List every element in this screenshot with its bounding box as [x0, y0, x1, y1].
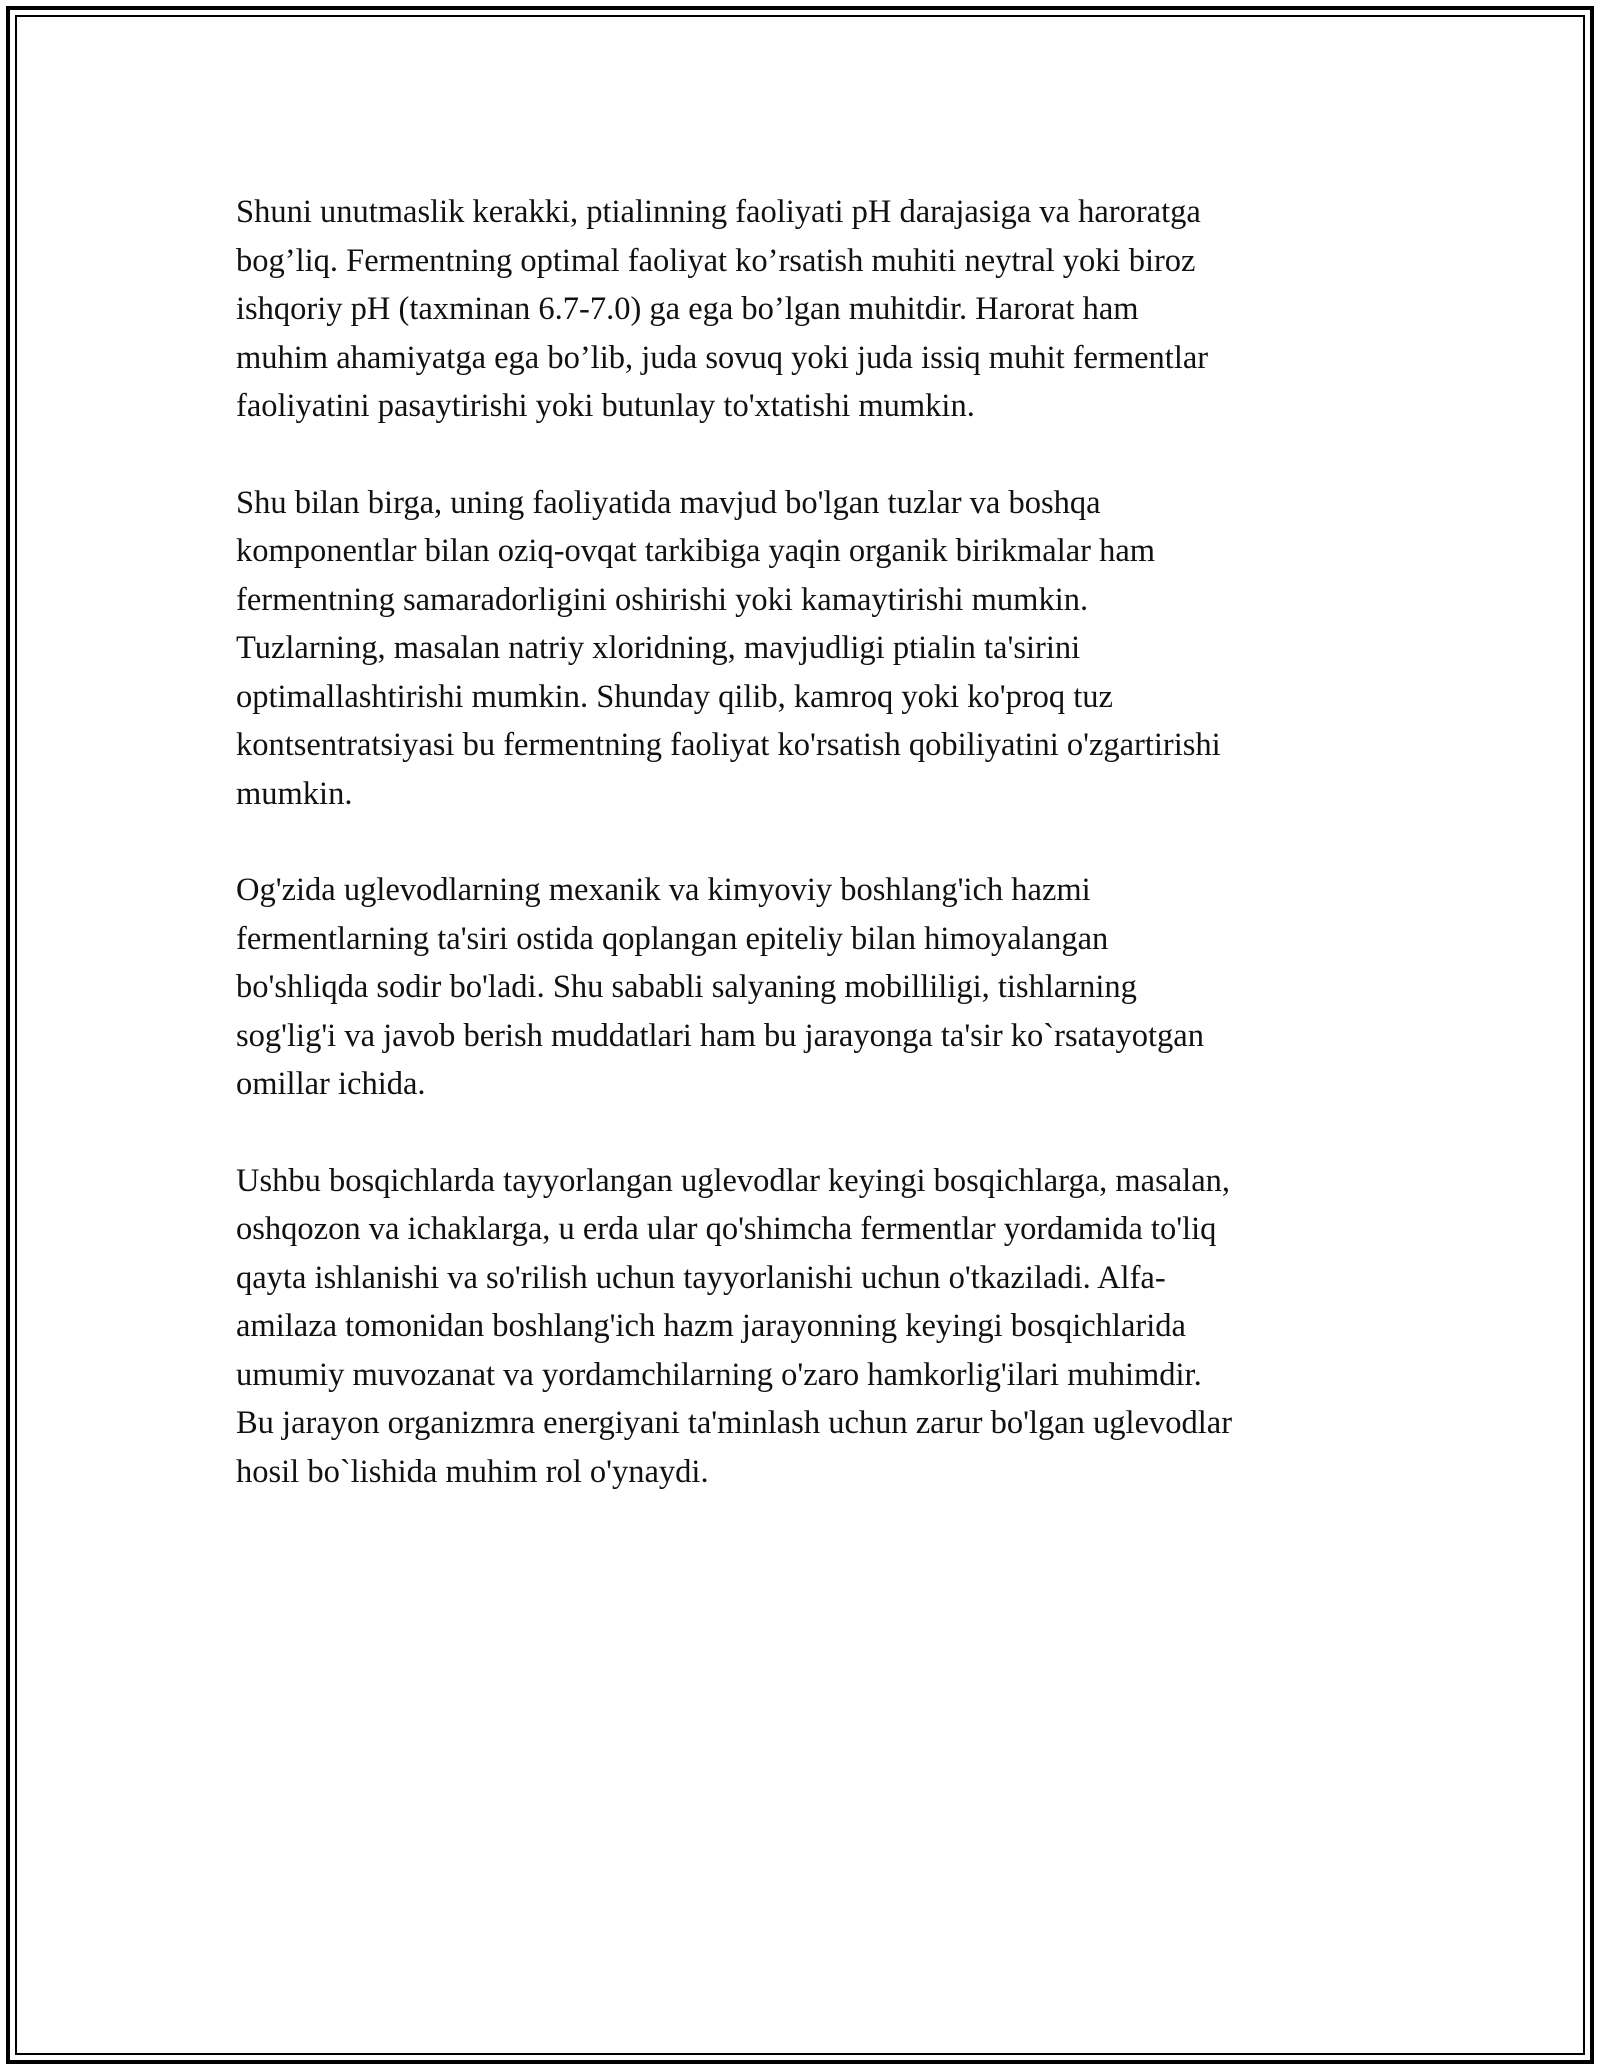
text-line: kontsentratsiyasi bu fermentning faoliyat ko'rsatish qobiliyatini o'zgartirishi	[236, 727, 1221, 763]
text-line: optimallashtirishi mumkin. Shunday qilib, kamroq yoki ko'proq tuz	[236, 678, 1113, 715]
paragraph-4	[236, 1157, 1366, 1497]
text-line: omillar ichida.	[236, 1066, 426, 1102]
text-line: hosil bo`lishida muhim rol o'ynaydi.	[236, 1453, 709, 1490]
text-line: qayta ishlanishi va so'rilish uchun tayyorlanishi uchun o'tkaziladi. Alfa-	[236, 1259, 1166, 1296]
text-line: Shu bilan birga, uning faoliyatida mavjud bo'lgan tuzlar va boshqa	[236, 484, 1101, 521]
text-line: oshqozon va ichaklarga, u erda ular qo'shimcha fermentlar yordamida to'liq	[236, 1211, 1217, 1247]
text-line: amilaza tomonidan boshlang'ich hazm jarayonning keyingi bosqichlarida	[236, 1308, 1186, 1344]
text-line: Shuni unutmaslik kerakki, ptialinning faoliyati pH darajasiga va haroratga	[236, 194, 1201, 230]
text-line: sog'lig'i va javob berish muddatlari ham bu jarayonga ta'sir ko`rsatayotgan	[236, 1017, 1204, 1054]
text-line: Bu jarayon organizmra energiyani ta'minlash uchun zarur bo'lgan uglevodlar	[236, 1405, 1233, 1441]
paragraph-3	[236, 866, 1366, 1109]
text-line: fermentlarning ta'siri ostida qoplangan epiteliy bilan himoyalangan	[236, 920, 1109, 957]
document-body	[236, 188, 1366, 1544]
text-line: Ushbu bosqichlarda tayyorlangan uglevodlar keyingi bosqichlarga, masalan,	[236, 1162, 1230, 1199]
text-line: faoliyatini pasaytirishi yoki butunlay to'xtatishi mumkin.	[236, 388, 975, 424]
text-line: Tuzlarning, masalan natriy xloridning, mavjudligi ptialin ta'sirini	[236, 630, 1081, 666]
paragraph-2	[236, 479, 1366, 819]
text-line: umumiy muvozanat va yordamchilarning o'zaro hamkorlig'ilari muhimdir.	[236, 1356, 1202, 1393]
text-line: muhim ahamiyatga ega bo’lib, juda sovuq yoki juda issiq muhit fermentlar	[236, 339, 1209, 376]
text-line: bog’liq. Fermentning optimal faoliyat ko’rsatish muhiti neytral yoki biroz	[236, 242, 1196, 279]
text-line: komponentlar bilan oziq-ovqat tarkibiga yaqin organik birikmalar ham	[236, 533, 1156, 569]
text-line: Og'zida uglevodlarning mexanik va kimyoviy boshlang'ich hazmi	[236, 872, 1091, 908]
text-line: bo'shliqda sodir bo'ladi. Shu sababli salyaning mobilliligi, tishlarning	[236, 969, 1137, 1005]
text-line: fermentning samaradorligini oshirishi yoki kamaytirishi mumkin.	[236, 581, 1089, 618]
paragraph-1	[236, 188, 1366, 431]
text-line: ishqoriy pH (taxminan 6.7-7.0) ga ega bo’lgan muhitdir. Harorat ham	[236, 291, 1139, 327]
text-line: mumkin.	[236, 775, 353, 812]
